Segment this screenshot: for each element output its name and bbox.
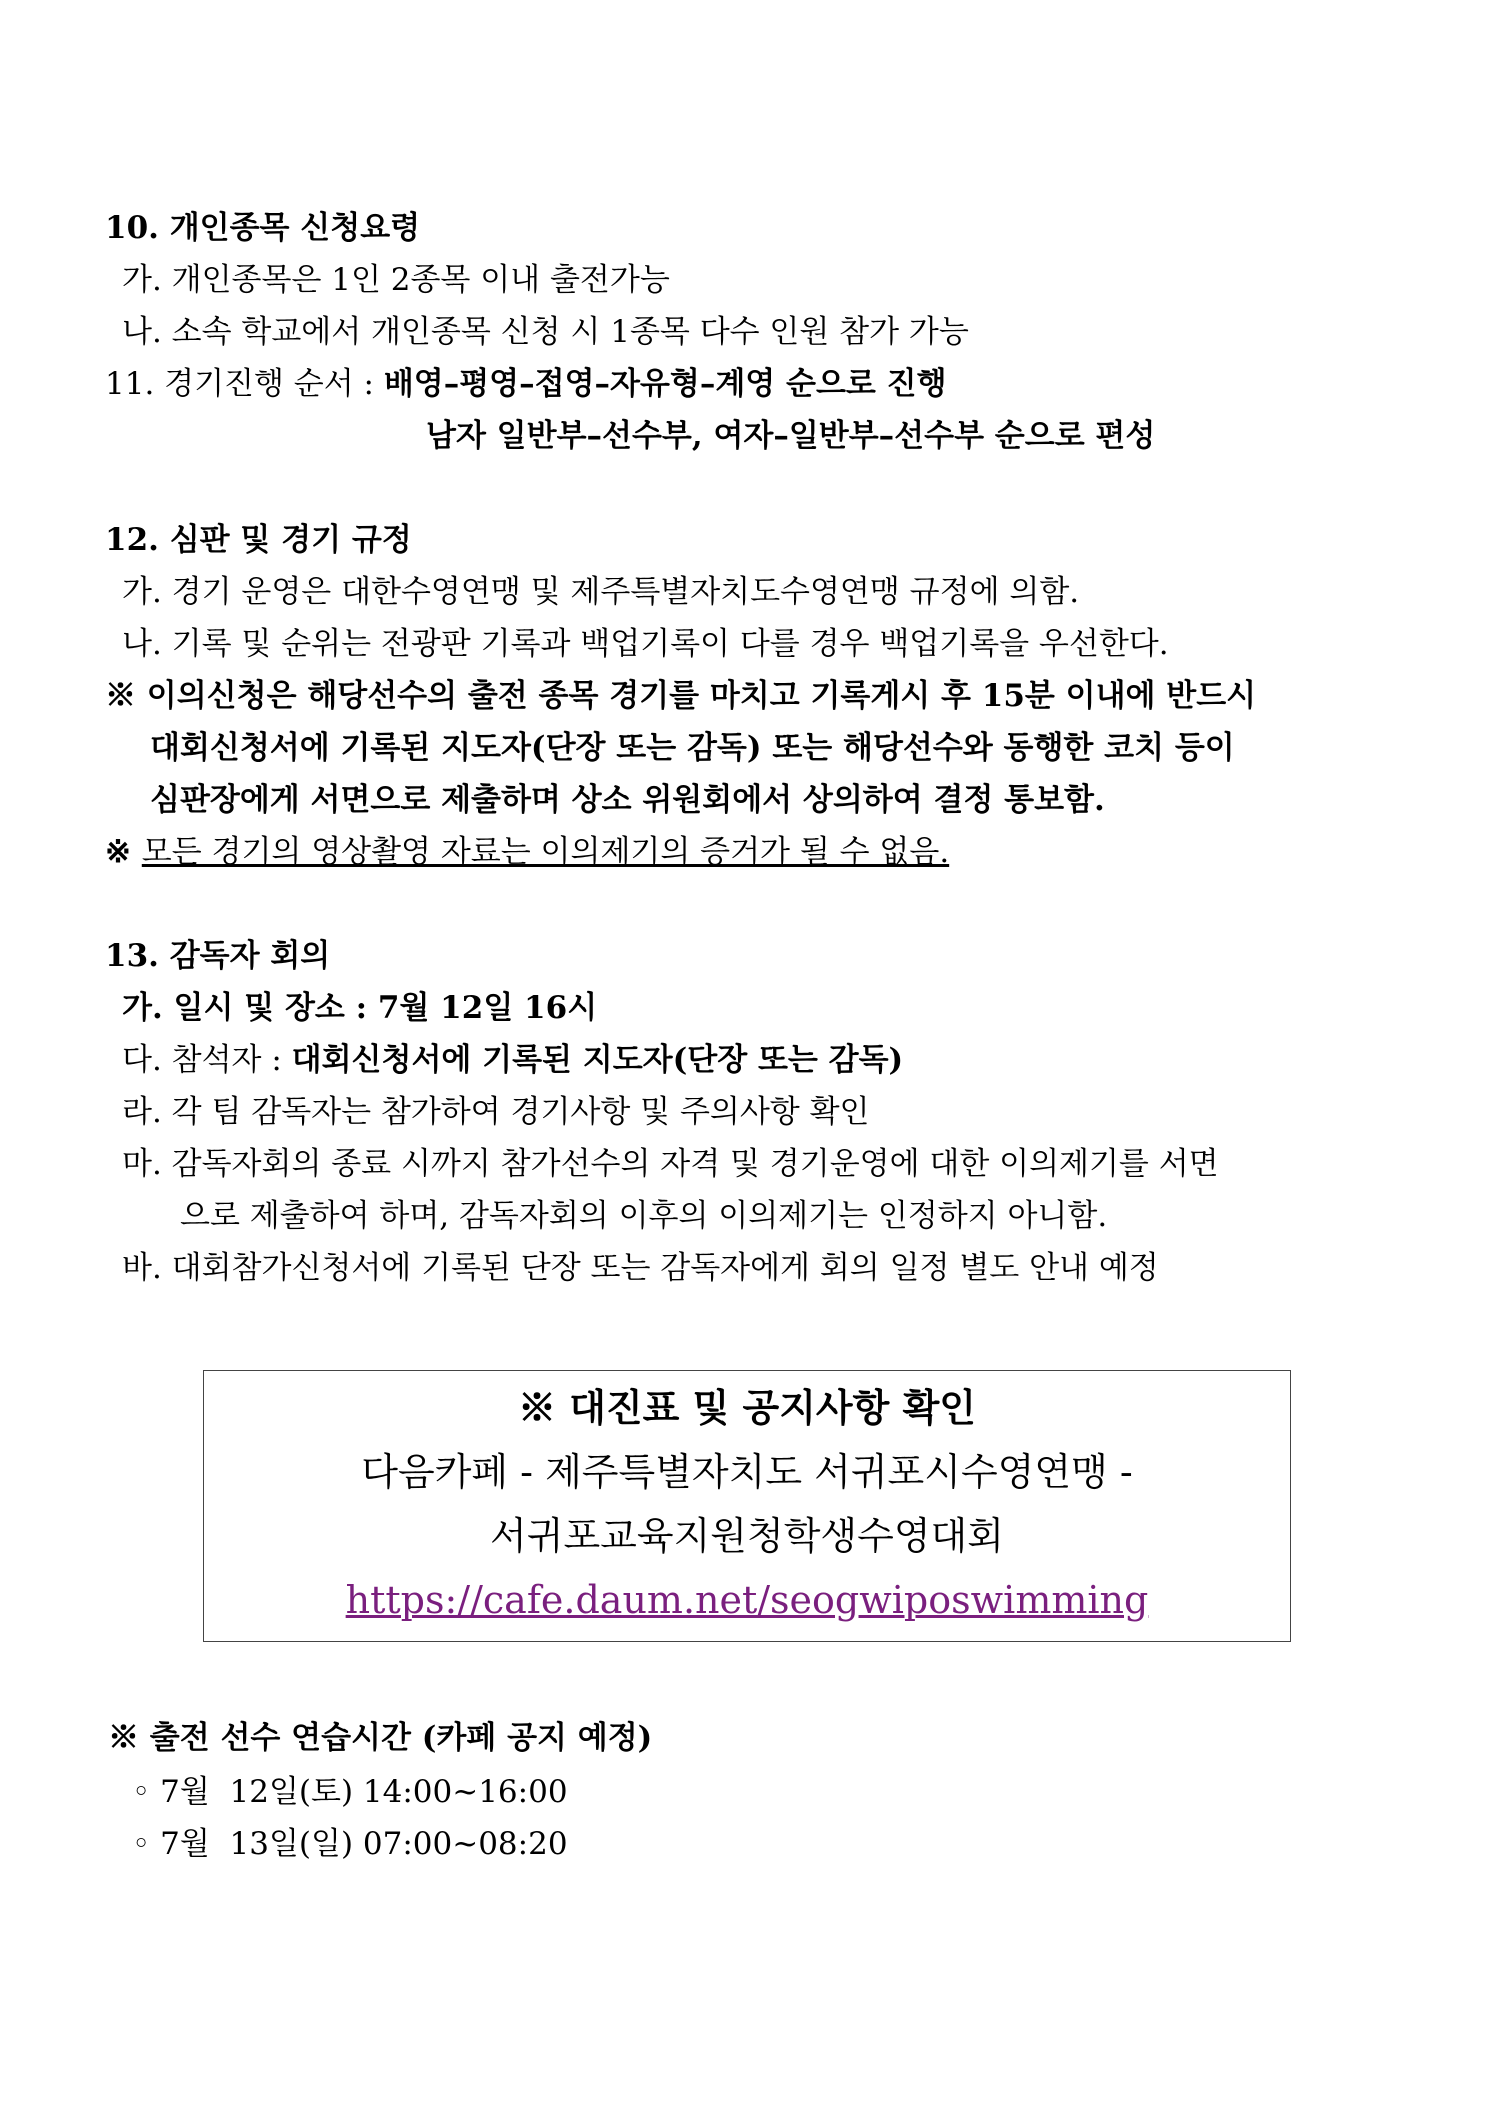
section-11 xyxy=(105,364,947,404)
section-12-note2 xyxy=(105,832,949,872)
cafe-link[interactable]: https://cafe.daum.net/seogwiposwimming xyxy=(345,1578,1149,1622)
section-13-title: 13. 감독자 회의 xyxy=(105,938,331,974)
section-12-note1-line1: ※ 이의신청은 해당선수의 출전 종목 경기를 마치고 기록게시 후 15분 이내에 반드시 xyxy=(105,678,1257,714)
section-12-note1-line3: 심판장에게 서면으로 제출하며 상소 위원회에서 상의하여 결정 통보함. xyxy=(150,782,1105,818)
section-13-item-d: 라. 각 팀 감독자는 참가하여 경기사항 및 주의사항 확인 xyxy=(122,1094,870,1130)
notice-title: ※ 대진표 및 공지사항 확인 xyxy=(518,1385,976,1430)
section-12-item-b: 나. 기록 및 순위는 전광판 기록과 백업기록이 다를 경우 백업기록을 우선한다. xyxy=(122,626,1169,662)
section-12-note2-mark: ※ xyxy=(105,834,142,870)
notice-line2: 서귀포교육지원청학생수영대회 xyxy=(490,1514,1004,1558)
section-12-title: 12. 심판 및 경기 규정 xyxy=(105,522,412,558)
section-13-item-c-text: 대회신청서에 기록된 지도자(단장 또는 감독) xyxy=(291,1042,904,1078)
section-13-item-e-line2: 으로 제출하여 하며, 감독자회의 이후의 이의제기는 인정하지 아니함. xyxy=(180,1198,1108,1234)
practice-item: ◦ 7월 12일(토) 14:00~16:00 xyxy=(132,1774,568,1810)
practice-item: ◦ 7월 13일(일) 07:00~08:20 xyxy=(132,1826,568,1862)
section-11-label: 11. 경기진행 순서 : xyxy=(105,366,384,402)
notice-line1: 다음카페 - 제주특별자치도 서귀포시수영연맹 - xyxy=(361,1450,1133,1494)
section-13-item-e-line1: 마. 감독자회의 종료 시까지 참가선수의 자격 및 경기운영에 대한 이의제기를 서면 xyxy=(122,1146,1219,1182)
section-13-item-c xyxy=(122,1040,903,1080)
section-11-order-line2: 남자 일반부–선수부, 여자–일반부–선수부 순으로 편성 xyxy=(426,418,1156,454)
section-13-item-a: 가. 일시 및 장소 : 7월 12일 16시 xyxy=(122,990,598,1026)
section-10-title: 10. 개인종목 신청요령 xyxy=(105,210,421,246)
practice-title: ※ 출전 선수 연습시간 (카페 공지 예정) xyxy=(108,1720,653,1756)
section-13-item-f: 바. 대회참가신청서에 기록된 단장 또는 감독자에게 회의 일정 별도 안내 예정 xyxy=(122,1250,1159,1286)
section-10-item-a: 가. 개인종목은 1인 2종목 이내 출전가능 xyxy=(122,262,670,298)
section-12-note2-text: 모든 경기의 영상촬영 자료는 이의제기의 증거가 될 수 없음. xyxy=(141,834,950,870)
section-12-item-a: 가. 경기 운영은 대한수영연맹 및 제주특별자치도수영연맹 규정에 의함. xyxy=(122,574,1080,610)
section-13-item-c-prefix: 다. 참석자 : xyxy=(122,1042,292,1078)
section-10-item-b: 나. 소속 학교에서 개인종목 신청 시 1종목 다수 인원 참가 가능 xyxy=(122,314,969,350)
section-12-note1-line2: 대회신청서에 기록된 지도자(단장 또는 감독) 또는 해당선수와 동행한 코치 등이 xyxy=(150,730,1235,766)
section-11-order-line1: 배영–평영–접영–자유형–계영 순으로 진행 xyxy=(383,366,947,402)
notice-box xyxy=(203,1370,1291,1642)
